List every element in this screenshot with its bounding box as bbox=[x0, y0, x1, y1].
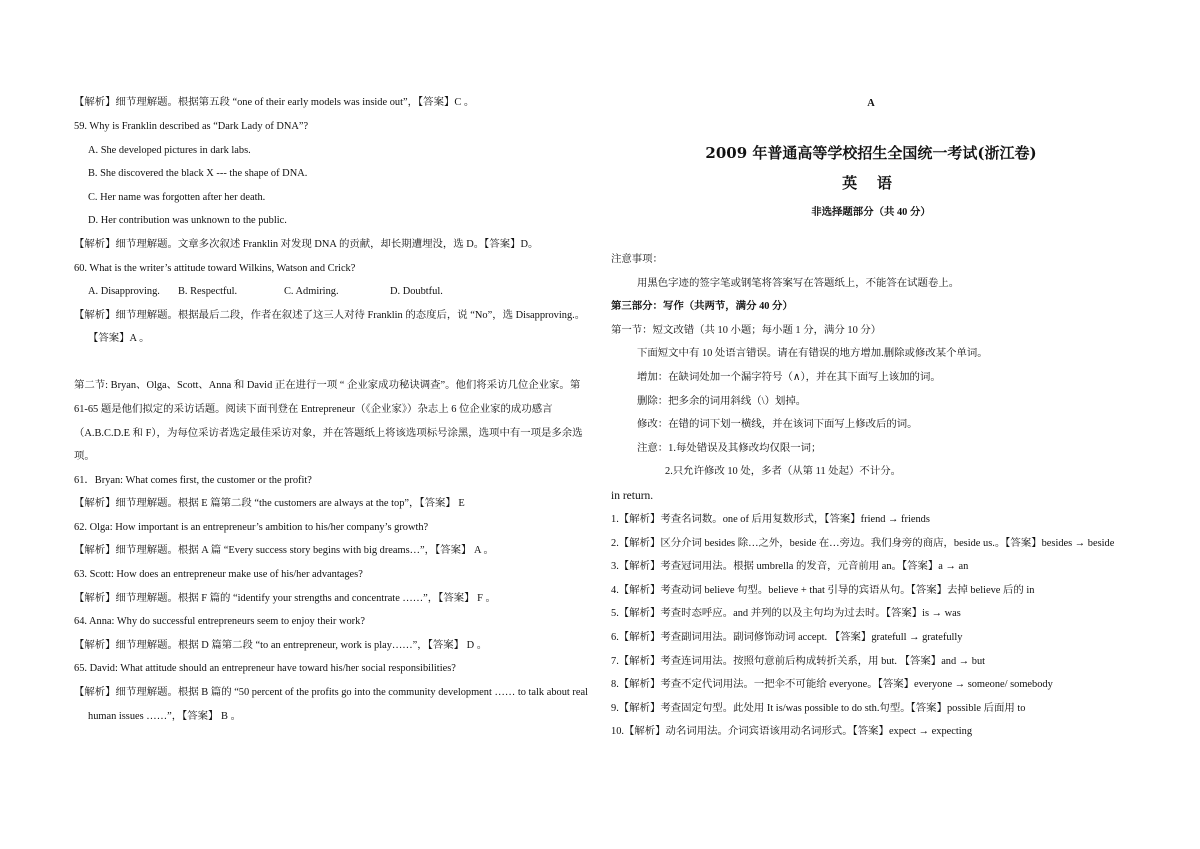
q65-question: 65. David: What attitude should an entrepreneur have toward his/her social responsibilities? bbox=[74, 663, 456, 674]
subject-title: 英 语 bbox=[842, 176, 900, 192]
part3-heading: 第三部分：写作（共两节，满分 40 分） bbox=[611, 301, 793, 312]
q60-answer: 【答案】A 。 bbox=[88, 333, 150, 344]
q63-explanation: 【解析】细节理解题。根据 F 篇的 “identify your strengths and concentrate ……”，【答案】 F 。 bbox=[74, 593, 496, 604]
in-return-text: in return. bbox=[611, 490, 654, 502]
q58-explanation: 【解析】细节理解题。根据第五段 “one of their early models was inside out”，【答案】C 。 bbox=[74, 97, 475, 108]
q65-explanation: 【解析】细节理解题。根据 B 篇的 “50 percent of the profits go into the community development …… to talk about real bbox=[74, 687, 588, 698]
q59-option-a: A. She developed pictures in dark labs. bbox=[88, 145, 251, 156]
q65-explanation-cont: human issues ……”，【答案】 B 。 bbox=[88, 711, 241, 722]
notice-label: 注意事项： bbox=[611, 254, 663, 265]
q61-question: 61．Bryan: What comes first, the customer or the profit? bbox=[74, 475, 312, 486]
answer-9: 9.【解析】考查固定句型。此处用 It is/was possible to do sth.句型。【答案】possible 后面用 to bbox=[611, 703, 1026, 714]
notice-text: 用黑色字迹的签字笔或钢笔将答案写在答题纸上，不能答在试题卷上。 bbox=[637, 278, 960, 289]
q59-explanation: 【解析】细节理解题。文章多次叙述 Franklin 对发现 DNA 的贡献，却长期遭埋没，选 D。【答案】D。 bbox=[74, 239, 539, 250]
q60-option-b: B. Respectful. bbox=[178, 286, 238, 297]
answer-10: 10.【解析】动名词用法。介词宾语该用动名词形式。【答案】expect → expecting bbox=[611, 726, 973, 737]
answer-2: 2.【解析】区分介词 besides 除…之外，beside 在…旁边。我们身旁的商店，beside us.。【答案】besides → beside bbox=[611, 538, 1115, 549]
q60-question: 60. What is the writer’s attitude toward Wilkins, Watson and Crick? bbox=[74, 263, 356, 274]
paper-marker: A bbox=[867, 98, 875, 109]
answer-6: 6.【解析】考查副词用法。副词修饰动词 accept. 【答案】gratefull → gratefully bbox=[611, 632, 963, 643]
q60-option-c: C. Admiring. bbox=[284, 286, 339, 297]
rule-add: 增加：在缺词处加一个漏字符号（∧），并在其下面写上该加的词。 bbox=[637, 372, 941, 383]
section2-line2: 61-65 题是他们拟定的采访话题。阅读下面刊登在 Entrepreneur（《企业家》）杂志上 6 位企业家的成功感言 bbox=[74, 404, 553, 415]
q59-question: 59. Why is Franklin described as “Dark Lady of DNA”? bbox=[74, 121, 309, 132]
q60-explanation: 【解析】细节理解题。根据最后二段，作者在叙述了这三人对待 Franklin 的态度后，说 “No”，选 Disapproving.。 bbox=[74, 310, 586, 321]
q61-explanation: 【解析】细节理解题。根据 E 篇第二段 “the customers are always at the top”，【答案】 E bbox=[74, 498, 465, 509]
q64-question: 64. Anna: Why do successful entrepreneurs seem to enjoy their work? bbox=[74, 616, 365, 627]
q60-option-a: A. Disapproving. bbox=[88, 286, 160, 297]
section2-line1: 第二节: Bryan、Olga、Scott、Anna 和 David 正在进行一项 “ 企业家成功秘诀调查”。他们将采访几位企业家。第 bbox=[74, 380, 581, 391]
q59-option-b: B. She discovered the black X --- the shape of DNA. bbox=[88, 168, 308, 179]
q62-question: 62. Olga: How important is an entrepreneur’s ambition to his/her company’s growth? bbox=[74, 522, 429, 533]
q64-explanation: 【解析】细节理解题。根据 D 篇第二段 “to an entrepreneur, work is play……”，【答案】 D 。 bbox=[74, 640, 488, 651]
rule-modify: 修改：在错的词下划一横线，并在该词下面写上修改后的词。 bbox=[637, 419, 918, 430]
q59-option-d: D. Her contribution was unknown to the public. bbox=[88, 215, 287, 226]
note-2: 2.只允许修改 10 处，多者（从第 11 处起）不计分。 bbox=[665, 466, 901, 477]
answer-7: 7.【解析】考查连词用法。按照句意前后构成转折关系，用 but. 【答案】and → but bbox=[611, 656, 986, 667]
section2-line3: （A.B.C.D.E 和 F），为每位采访者选定最佳采访对象，并在答题纸上将该选项标号涂黑，选项中有一项是多余选 bbox=[74, 428, 583, 439]
q63-question: 63. Scott: How does an entrepreneur make use of his/her advantages? bbox=[74, 569, 363, 580]
section-subtitle: 非选择题部分（共 40 分） bbox=[811, 207, 931, 218]
section2-line4: 项。 bbox=[74, 451, 95, 462]
answer-3: 3.【解析】考查冠词用法。根据 umbrella 的发音，元音前用 an。【答案】a → an bbox=[611, 561, 969, 572]
answer-5: 5.【解析】考查时态呼应。and 并列的以及主句均为过去时。【答案】is → was bbox=[611, 608, 961, 619]
answer-4: 4.【解析】考查动词 believe 句型。believe + that 引导的宾语从句。【答案】去掉 believe 后的 in bbox=[611, 585, 1035, 596]
answer-8: 8.【解析】考查不定代词用法。一把伞不可能给 everyone。【答案】everyone → someone/ somebody bbox=[611, 679, 1053, 690]
exam-title: 2009 年普通高等学校招生全国统一考试(浙江卷) bbox=[705, 144, 1037, 162]
intro-text: 下面短文中有 10 处语言错误。请在有错误的地方增加.删除或修改某个单词。 bbox=[637, 348, 988, 359]
rule-delete: 删除：把多余的词用斜线（\）划掉。 bbox=[637, 396, 807, 407]
note-1: 注意：1.每处错误及其修改均仅限一词； bbox=[637, 443, 822, 454]
q59-option-c: C. Her name was forgotten after her death. bbox=[88, 192, 266, 203]
answer-1: 1.【解析】考查名词数。one of 后用复数形式，【答案】friend → friends bbox=[611, 514, 930, 525]
section1-heading: 第一节：短文改错（共 10 小题；每小题 1 分，满分 10 分） bbox=[611, 325, 882, 336]
q62-explanation: 【解析】细节理解题。根据 A 篇 “Every success story begins with big dreams…”，【答案】 A 。 bbox=[74, 545, 494, 556]
q60-option-d: D. Doubtful. bbox=[390, 286, 443, 297]
